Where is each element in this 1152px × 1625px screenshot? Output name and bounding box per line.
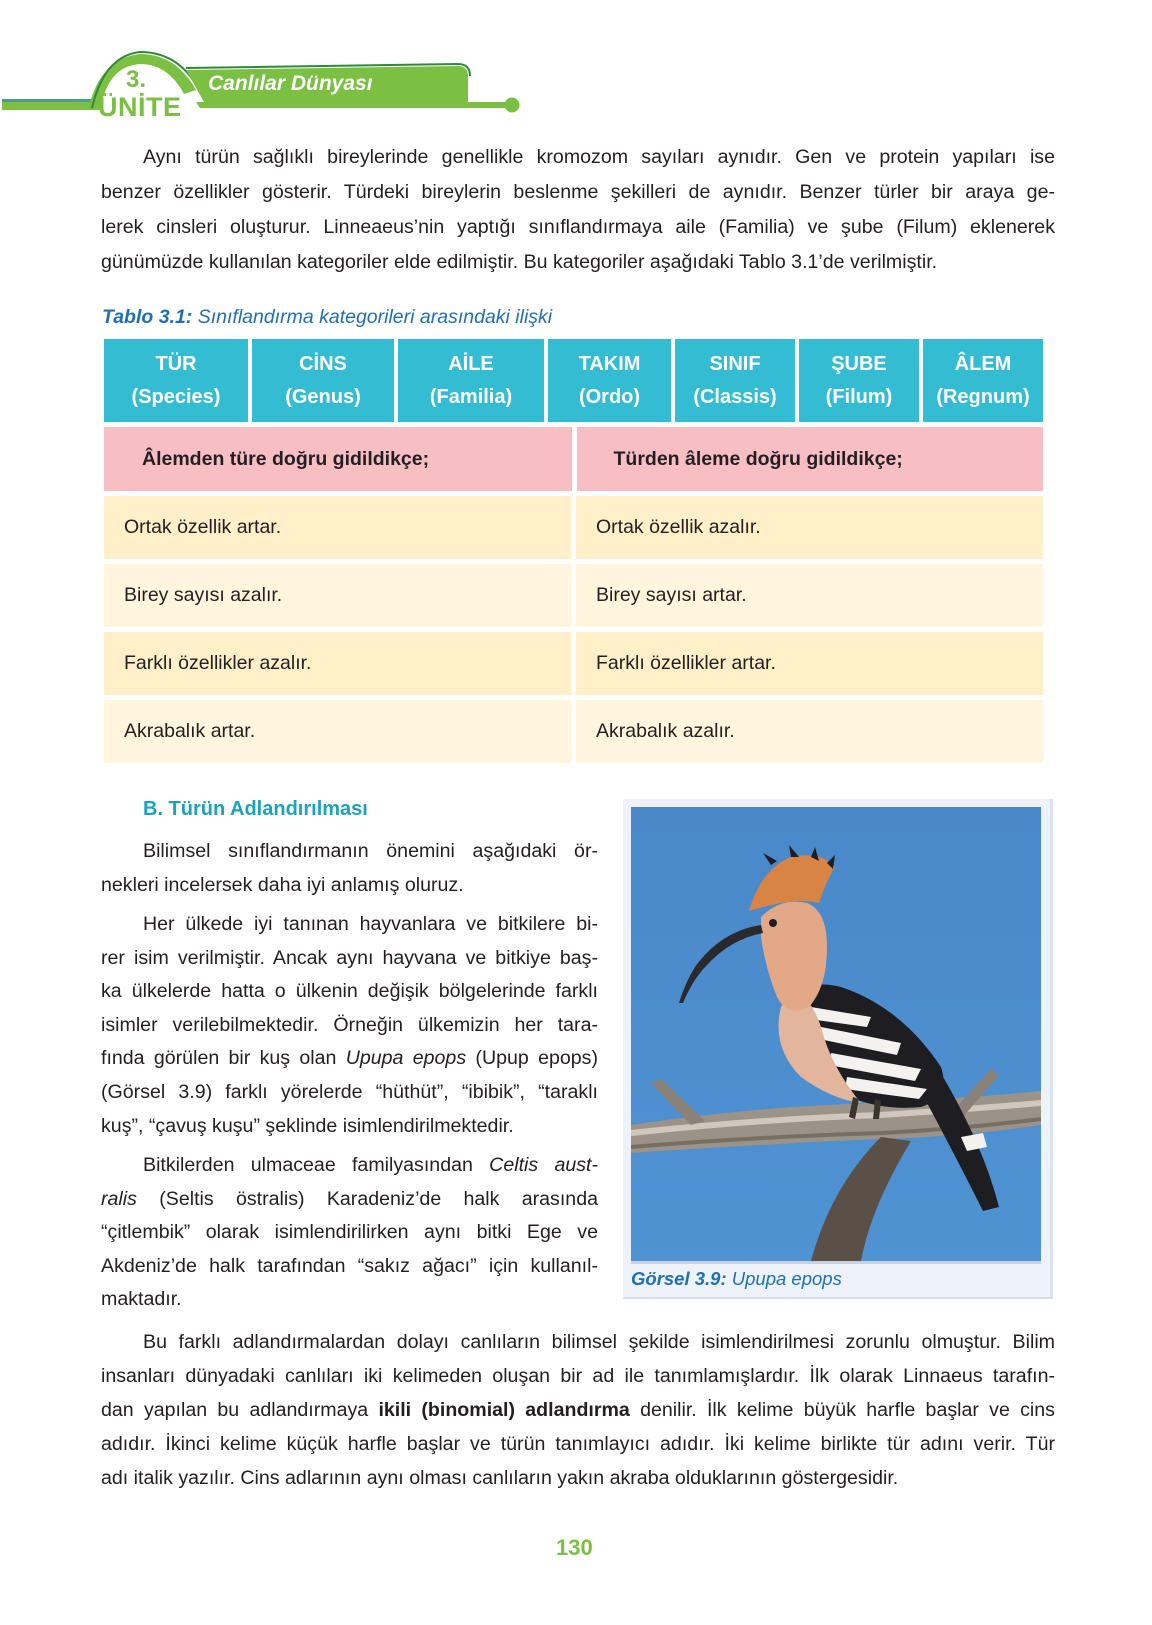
unit-number: 3. — [126, 66, 147, 93]
table-caption-label: Tablo 3.1: — [102, 306, 193, 328]
cell-right: Ortak özellik azalır. — [576, 496, 1043, 559]
scientific-name: Celtis aust- — [489, 1154, 599, 1176]
section-b-paragraph-2 — [101, 908, 598, 1143]
text-line: (Görsel 3.9) farklı yörelerde “hüthüt”, “ibibik”, “taraklı — [101, 1080, 598, 1103]
text-line: lerek cinsleri oluşturur. Linneaeus’nin yaptığı sınıflandırmaya aile (Familia) ve şube (Filum) eklenerek — [101, 216, 1055, 238]
cell-right: Farklı özellikler artar. — [576, 632, 1043, 695]
table-header-row — [104, 339, 1043, 422]
text-run: fında görülen bir kuş olan — [101, 1047, 346, 1070]
text-line: kuş”, “çavuş kuşu” şeklinde isimlendirilmektedir. — [101, 1114, 514, 1137]
page-number: 130 — [556, 1535, 593, 1560]
cell-left: Akrabalık artar. — [104, 700, 571, 763]
cell-left: Farklı özellikler azalır. — [104, 632, 571, 695]
direction-right: Türden âleme doğru gidildikçe; — [577, 427, 1044, 491]
closing-paragraph — [101, 1325, 1055, 1495]
hoopoe-illustration — [631, 807, 1041, 1261]
cell-right: Akrabalık azalır. — [576, 700, 1043, 763]
header-name: SINIF — [709, 352, 761, 375]
header-cell-species — [104, 339, 248, 422]
section-b-paragraph-3 — [101, 1149, 598, 1317]
text-line: Her ülkede iyi tanınan hayvanlara ve bitkilere bi- — [143, 913, 598, 935]
header-cell-classis — [675, 339, 795, 422]
text-line: adı italik yazılır. Cins adlarının aynı olması canlıların yakın akraba olduklarının göstergesidir. — [101, 1467, 899, 1489]
header-name: TÜR — [155, 352, 197, 375]
table-caption — [102, 306, 552, 329]
header-cell-regnum — [923, 339, 1043, 422]
text-line: Bilimsel sınıflandırmanın önemini aşağıdaki ör- — [143, 840, 598, 862]
scientific-name: ralis — [101, 1187, 137, 1210]
text-line: isimler verilebilmektedir. Örneğin ülkemizin her tara- — [101, 1013, 598, 1036]
header-latin: (Filum) — [825, 385, 893, 408]
header-cell-familia — [398, 339, 544, 422]
figure-caption-text: Upupa epops — [726, 1268, 842, 1289]
text-run: Bitkilerden ulmaceae familyasından — [143, 1154, 490, 1176]
header-cell-filum — [799, 339, 919, 422]
text-line: nekleri incelersek daha iyi anlamış oluruz. — [101, 873, 464, 896]
text-line: günümüzde kullanılan kategoriler elde edilmiştir. Bu kategoriler aşağıdaki Tablo 3.1’de verilmiştir. — [101, 251, 938, 273]
header-name: CİNS — [299, 352, 347, 375]
text-line: adıdır. İkinci kelime küçük harfle başlar ve türün tanımlayıcı adıdır. İki kelime birlikte tür adını verir. Tür — [101, 1433, 1055, 1455]
header-name: ŞUBE — [831, 352, 887, 375]
text-run: (Seltis östralis) Karadeniz’de halk arasında — [136, 1187, 598, 1210]
text-line: maktadır. — [101, 1288, 182, 1311]
text-line: Bu farklı adlandırmalardan dolayı canlıların bilimsel şekilde isimlendirilmesi zorunlu olmuştur. Bilim — [143, 1331, 1055, 1353]
figure-caption — [631, 1268, 842, 1290]
text-line — [101, 1183, 598, 1217]
cell-right: Birey sayısı artar. — [576, 564, 1043, 627]
table-row — [104, 564, 1043, 627]
text-line: ka ülkelerde hatta o ülkenin değişik bölgelerinde farklı — [101, 980, 598, 1003]
text-line — [101, 1393, 1055, 1427]
header-latin: (Species) — [131, 385, 221, 408]
header-name: TAKIM — [578, 352, 641, 375]
direction-row — [104, 427, 1043, 491]
header-latin: (Familia) — [429, 385, 513, 408]
scientific-name: Upupa epops — [345, 1047, 467, 1070]
unit-banner — [0, 50, 530, 130]
unit-label: ÜNİTE — [98, 92, 182, 122]
cell-left: Birey sayısı azalır. — [104, 564, 571, 627]
hoopoe-photo — [631, 807, 1041, 1261]
header-cell-genus — [252, 339, 394, 422]
text-run: dan yapılan bu adlandırmaya — [101, 1399, 379, 1421]
key-term: ikili (binomial) adlandırma — [378, 1399, 630, 1421]
unit-title: Canlılar Dünyası — [208, 72, 373, 95]
header-cell-ordo — [548, 339, 671, 422]
table-row — [104, 632, 1043, 695]
figure-label: Görsel 3.9: — [631, 1268, 727, 1289]
header-latin: (Genus) — [285, 385, 361, 408]
direction-left: Âlemden türe doğru gidildikçe; — [104, 427, 572, 491]
figure-hoopoe — [623, 799, 1053, 1299]
header-latin: (Classis) — [693, 385, 777, 408]
text-run: denilir. İlk kelime büyük harfle başlar ve cins — [629, 1399, 1055, 1421]
section-heading: B. Türün Adlandırılması — [143, 798, 368, 820]
text-line — [101, 1042, 598, 1076]
table-caption-text: Sınıflandırma kategorileri arasındaki ilişki — [192, 306, 553, 328]
header-name: AİLE — [448, 352, 494, 375]
text-run: (Upup epops) — [466, 1047, 598, 1070]
text-line: “çitlembik” olarak isimlendirilirken aynı bitki Ege ve — [101, 1221, 598, 1244]
table-row — [104, 496, 1043, 559]
text-line: benzer özellikler gösterir. Türdeki bireylerin beslenme şekilleri de aynıdır. Benzer türler bir araya ge- — [101, 181, 1055, 203]
text-line: Aynı türün sağlıklı bireylerinde genellikle kromozom sayıları aynıdır. Gen ve protein yapıları ise — [143, 146, 1055, 168]
text-line: insanları dünyadaki canlıları iki kelimeden oluşan bir ad ile tanımlamışlardır. İlk olarak Linnaeus tarafın- — [101, 1365, 1055, 1387]
text-line — [101, 1149, 598, 1183]
text-line: rer isim verilmiştir. Ancak aynı hayvana ve bitkiye baş- — [101, 946, 598, 969]
header-latin: (Regnum) — [936, 385, 1030, 408]
text-line: Akdeniz’de halk tarafından “sakız ağacı” için kullanıl- — [101, 1254, 598, 1277]
table-row — [104, 700, 1043, 763]
section-b-paragraph-1 — [101, 835, 598, 902]
header-latin: (Ordo) — [578, 385, 641, 408]
classification-table — [104, 339, 1043, 763]
cell-left: Ortak özellik artar. — [104, 496, 571, 559]
header-name: ÂLEM — [954, 352, 1012, 375]
intro-paragraph — [101, 140, 1055, 280]
